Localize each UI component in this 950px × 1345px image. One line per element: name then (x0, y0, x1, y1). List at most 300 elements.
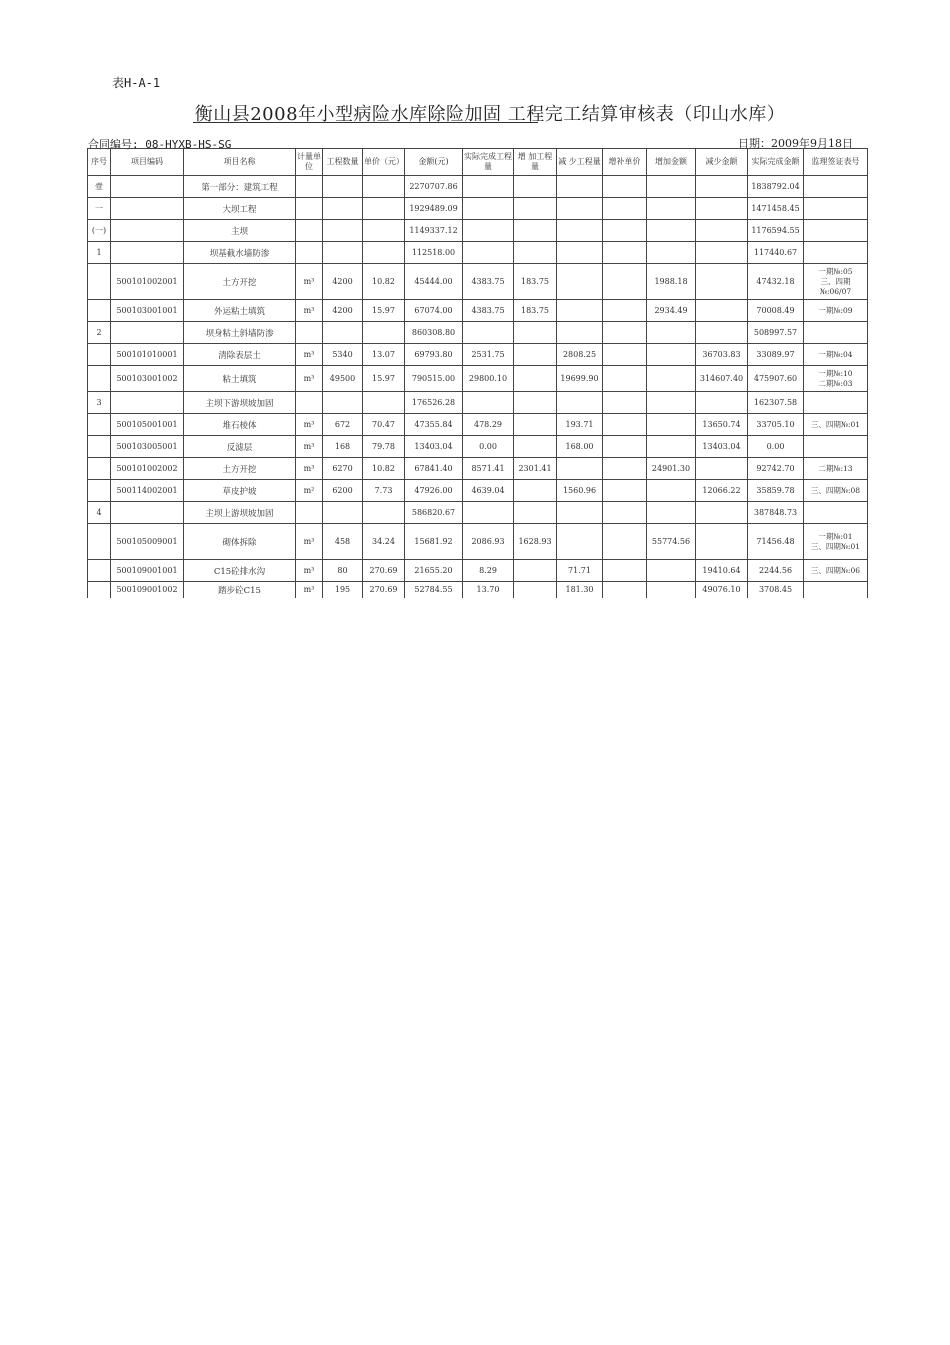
cell-price: 15.97 (363, 300, 405, 322)
cell-add-price (603, 264, 647, 300)
cell-no: 1 (88, 242, 111, 264)
cell-ref: 二期№:13 (804, 458, 868, 480)
cell-unit: m³ (296, 560, 323, 582)
cell-dec-amt: 49076.10 (696, 582, 748, 598)
cell-add-price (603, 458, 647, 480)
cell-add-price (603, 198, 647, 220)
cell-no (88, 436, 111, 458)
cell-ref: 三、四期№:08 (804, 480, 868, 502)
cell-unit: m³ (296, 458, 323, 480)
cell-amount: 176526.28 (405, 392, 463, 414)
cell-inc-amt (647, 502, 696, 524)
cell-no (88, 560, 111, 582)
cell-actual-qty: 8571.41 (463, 458, 514, 480)
cell-unit: m³ (296, 366, 323, 392)
cell-unit (296, 502, 323, 524)
cell-dec-amt (696, 392, 748, 414)
cell-code: 500103005001 (111, 436, 184, 458)
report-date: 日期：2009年9月18日 (738, 137, 853, 150)
cell-no (88, 414, 111, 436)
cell-actual-qty (463, 242, 514, 264)
cell-actual-amt: 33089.97 (748, 344, 804, 366)
cell-inc-amt (647, 436, 696, 458)
table-row (88, 436, 868, 458)
cell-dec-qty (557, 322, 603, 344)
cell-actual-amt: 35859.78 (748, 480, 804, 502)
cell-amount: 47355.84 (405, 414, 463, 436)
cell-amount: 45444.00 (405, 264, 463, 300)
cell-code (111, 392, 184, 414)
cell-inc-amt: 2934.49 (647, 300, 696, 322)
cell-dec-amt: 13650.74 (696, 414, 748, 436)
cell-inc-amt (647, 198, 696, 220)
cell-name: 大坝工程 (184, 198, 296, 220)
cell-actual-amt: 475907.60 (748, 366, 804, 392)
cell-ref (804, 582, 868, 598)
cell-code (111, 502, 184, 524)
cell-no: 2 (88, 322, 111, 344)
cell-inc-qty (514, 502, 557, 524)
header-cell: 金额(元) (405, 149, 463, 176)
cell-add-price (603, 414, 647, 436)
cell-ref: 一期№:04 (804, 344, 868, 366)
cell-dec-qty: 181.30 (557, 582, 603, 598)
cell-ref: 一期№:01 三、四期№:01 (804, 524, 868, 560)
cell-actual-qty: 0.00 (463, 436, 514, 458)
cell-actual-qty: 13.70 (463, 582, 514, 598)
cell-no (88, 300, 111, 322)
table-row (88, 176, 868, 198)
cell-no (88, 264, 111, 300)
cell-dec-qty (557, 458, 603, 480)
cell-no: 壹 (88, 176, 111, 198)
cell-dec-amt (696, 242, 748, 264)
cell-inc-amt (647, 480, 696, 502)
cell-qty: 195 (323, 582, 363, 598)
cell-dec-amt (696, 322, 748, 344)
cell-no (88, 524, 111, 560)
cell-actual-amt: 508997.57 (748, 322, 804, 344)
cell-price (363, 198, 405, 220)
table-row (88, 480, 868, 502)
table-row (88, 560, 868, 582)
cell-actual-qty: 8.29 (463, 560, 514, 582)
cell-amount: 586820.67 (405, 502, 463, 524)
cell-unit (296, 176, 323, 198)
cell-inc-qty (514, 392, 557, 414)
cell-inc-qty (514, 560, 557, 582)
cell-add-price (603, 220, 647, 242)
table-row (88, 344, 868, 366)
cell-actual-amt: 47432.18 (748, 264, 804, 300)
cell-inc-qty (514, 220, 557, 242)
header-cell: 增 加工程量 (514, 149, 557, 176)
table-row (88, 322, 868, 344)
cell-qty: 6270 (323, 458, 363, 480)
cell-ref (804, 198, 868, 220)
cell-add-price (603, 322, 647, 344)
cell-dec-qty (557, 176, 603, 198)
cell-qty: 458 (323, 524, 363, 560)
cell-actual-qty (463, 392, 514, 414)
cell-ref: 三、四期№:01 (804, 414, 868, 436)
cell-price: 10.82 (363, 458, 405, 480)
cell-unit: m³ (296, 436, 323, 458)
cell-dec-qty (557, 392, 603, 414)
cell-ref (804, 220, 868, 242)
cell-name: 主坝上游坝坡加固 (184, 502, 296, 524)
cell-inc-amt (647, 392, 696, 414)
cell-add-price (603, 436, 647, 458)
cell-name: 砌体拆除 (184, 524, 296, 560)
cell-actual-qty (463, 198, 514, 220)
cell-amount: 15681.92 (405, 524, 463, 560)
cell-add-price (603, 176, 647, 198)
cell-ref: 一期№:10 二期№:03 (804, 366, 868, 392)
cell-code (111, 242, 184, 264)
cell-unit: m² (296, 480, 323, 502)
cell-code: 500101002001 (111, 264, 184, 300)
cell-unit (296, 322, 323, 344)
cell-qty (323, 242, 363, 264)
table-row (88, 458, 868, 480)
title-underline (193, 122, 538, 123)
header-cell: 监理签证表号 (804, 149, 868, 176)
cell-amount: 860308.80 (405, 322, 463, 344)
cell-inc-amt: 55774.56 (647, 524, 696, 560)
cell-no (88, 582, 111, 598)
cell-dec-qty (557, 502, 603, 524)
cell-actual-qty: 4639.04 (463, 480, 514, 502)
cell-inc-qty (514, 242, 557, 264)
cell-code (111, 198, 184, 220)
cell-qty (323, 176, 363, 198)
cell-qty: 4200 (323, 300, 363, 322)
cell-no (88, 344, 111, 366)
header-cell: 实际完成金额 (748, 149, 804, 176)
cell-code (111, 176, 184, 198)
cell-dec-qty (557, 300, 603, 322)
cell-dec-amt: 314607.40 (696, 366, 748, 392)
cell-ref (804, 502, 868, 524)
cell-unit (296, 198, 323, 220)
cell-actual-amt: 2244.56 (748, 560, 804, 582)
cell-actual-qty (463, 502, 514, 524)
cell-name: C15砼排水沟 (184, 560, 296, 582)
table-row (88, 582, 868, 598)
cell-inc-qty (514, 176, 557, 198)
cell-amount: 21655.20 (405, 560, 463, 582)
header-cell: 项目名称 (184, 149, 296, 176)
cell-qty: 5340 (323, 344, 363, 366)
cell-inc-amt (647, 560, 696, 582)
cell-unit (296, 392, 323, 414)
cell-inc-qty (514, 198, 557, 220)
cell-qty: 80 (323, 560, 363, 582)
cell-inc-amt (647, 344, 696, 366)
cell-name: 土方开挖 (184, 458, 296, 480)
cell-dec-amt (696, 502, 748, 524)
cell-amount: 52784.55 (405, 582, 463, 598)
header-cell: 项目编码 (111, 149, 184, 176)
cell-qty: 672 (323, 414, 363, 436)
cell-actual-amt: 117440.67 (748, 242, 804, 264)
cell-code: 500114002001 (111, 480, 184, 502)
cell-add-price (603, 392, 647, 414)
cell-price (363, 502, 405, 524)
contract-number: 合同编号: 08-HYXB-HS-SG (88, 138, 232, 151)
cell-inc-qty: 183.75 (514, 300, 557, 322)
cell-dec-amt: 13403.04 (696, 436, 748, 458)
cell-price: 34.24 (363, 524, 405, 560)
cell-actual-qty: 4383.75 (463, 300, 514, 322)
cell-actual-amt: 0.00 (748, 436, 804, 458)
cell-price: 270.69 (363, 582, 405, 598)
cell-name: 第一部分：建筑工程 (184, 176, 296, 198)
cell-inc-qty: 2301.41 (514, 458, 557, 480)
cell-name: 坝身粘土斜墙防渗 (184, 322, 296, 344)
cell-actual-amt: 1471458.45 (748, 198, 804, 220)
cell-add-price (603, 524, 647, 560)
cell-dec-qty (557, 242, 603, 264)
cell-add-price (603, 300, 647, 322)
cell-actual-qty: 4383.75 (463, 264, 514, 300)
cell-no (88, 458, 111, 480)
cell-name: 外运粘土填筑 (184, 300, 296, 322)
cell-qty (323, 322, 363, 344)
cell-code: 500105001001 (111, 414, 184, 436)
cell-inc-amt (647, 414, 696, 436)
cell-qty: 6200 (323, 480, 363, 502)
cell-inc-qty (514, 344, 557, 366)
cell-actual-qty (463, 176, 514, 198)
cell-inc-amt (647, 220, 696, 242)
cell-unit: m³ (296, 344, 323, 366)
cell-dec-qty (557, 220, 603, 242)
cell-price: 70.47 (363, 414, 405, 436)
cell-actual-qty: 29800.10 (463, 366, 514, 392)
cell-dec-amt (696, 524, 748, 560)
cell-dec-amt (696, 300, 748, 322)
cell-name: 土方开挖 (184, 264, 296, 300)
cell-dec-amt (696, 220, 748, 242)
cell-code: 500109001002 (111, 582, 184, 598)
table-row (88, 220, 868, 242)
cell-dec-amt (696, 264, 748, 300)
cell-dec-amt (696, 176, 748, 198)
cell-ref (804, 436, 868, 458)
header-cell: 实际完成工程量 (463, 149, 514, 176)
cell-inc-qty (514, 322, 557, 344)
header-cell: 单价（元） (363, 149, 405, 176)
cell-code: 500101010001 (111, 344, 184, 366)
cell-dec-qty: 19699.90 (557, 366, 603, 392)
cell-name: 反滤层 (184, 436, 296, 458)
cell-dec-qty (557, 264, 603, 300)
cell-amount: 112518.00 (405, 242, 463, 264)
cell-unit: m³ (296, 264, 323, 300)
cell-name: 清除表层土 (184, 344, 296, 366)
cell-code: 500103001002 (111, 366, 184, 392)
cell-actual-qty (463, 322, 514, 344)
cell-dec-qty: 2808.25 (557, 344, 603, 366)
table-row (88, 366, 868, 392)
cell-unit: m³ (296, 414, 323, 436)
table-row (88, 198, 868, 220)
cell-code: 500105009001 (111, 524, 184, 560)
cell-inc-amt: 24901.30 (647, 458, 696, 480)
cell-price (363, 176, 405, 198)
cell-price (363, 242, 405, 264)
cell-code: 500101002002 (111, 458, 184, 480)
cell-ref (804, 322, 868, 344)
cell-name: 主坝 (184, 220, 296, 242)
cell-price: 79.78 (363, 436, 405, 458)
header-cell: 增加金额 (647, 149, 696, 176)
header-cell: 工程数量 (323, 149, 363, 176)
cell-actual-amt: 33705.10 (748, 414, 804, 436)
cell-actual-amt: 71456.48 (748, 524, 804, 560)
cell-amount: 47926.00 (405, 480, 463, 502)
table-row (88, 300, 868, 322)
cell-amount: 69793.80 (405, 344, 463, 366)
header-cell: 计量单位 (296, 149, 323, 176)
header-cell: 减 少工程量 (557, 149, 603, 176)
cell-dec-amt: 12066.22 (696, 480, 748, 502)
cell-inc-amt (647, 322, 696, 344)
cell-code: 500109001001 (111, 560, 184, 582)
table-row (88, 524, 868, 560)
cell-price (363, 220, 405, 242)
cell-unit: m³ (296, 524, 323, 560)
cell-actual-amt: 387848.73 (748, 502, 804, 524)
cell-actual-qty (463, 220, 514, 242)
header-cell: 减少金额 (696, 149, 748, 176)
cell-qty (323, 502, 363, 524)
cell-price: 7.73 (363, 480, 405, 502)
cell-dec-amt: 19410.64 (696, 560, 748, 582)
cell-no (88, 366, 111, 392)
cell-no: (一) (88, 220, 111, 242)
table-row (88, 242, 868, 264)
cell-inc-qty (514, 366, 557, 392)
cell-add-price (603, 366, 647, 392)
cell-amount: 67074.00 (405, 300, 463, 322)
cell-code: 500103001001 (111, 300, 184, 322)
cell-dec-amt: 36703.83 (696, 344, 748, 366)
cell-dec-qty: 71.71 (557, 560, 603, 582)
cell-unit: m³ (296, 300, 323, 322)
cell-name: 踏步砼C15 (184, 582, 296, 598)
cell-ref: 三、四期№:06 (804, 560, 868, 582)
cell-no: 4 (88, 502, 111, 524)
cell-name: 堆石棱体 (184, 414, 296, 436)
cell-add-price (603, 582, 647, 598)
cell-ref (804, 176, 868, 198)
header-cell: 增补单价 (603, 149, 647, 176)
cell-unit (296, 242, 323, 264)
form-code: 表H-A-1 (112, 76, 161, 90)
cell-inc-qty: 1628.93 (514, 524, 557, 560)
cell-inc-amt (647, 582, 696, 598)
table-row (88, 264, 868, 300)
table-header-row (88, 149, 868, 176)
cell-dec-qty: 168.00 (557, 436, 603, 458)
cell-name: 草皮护坡 (184, 480, 296, 502)
cell-ref (804, 242, 868, 264)
cell-ref (804, 392, 868, 414)
settlement-table (87, 148, 868, 598)
cell-amount: 790515.00 (405, 366, 463, 392)
cell-actual-amt: 1838792.04 (748, 176, 804, 198)
cell-inc-amt (647, 242, 696, 264)
cell-no: 一 (88, 198, 111, 220)
cell-inc-qty: 183.75 (514, 264, 557, 300)
cell-actual-qty: 2531.75 (463, 344, 514, 366)
cell-price (363, 322, 405, 344)
cell-qty: 49500 (323, 366, 363, 392)
page-title: 衡山县2008年小型病险水库除险加固 工程完工结算审核表（印山水库） (194, 104, 786, 125)
cell-add-price (603, 502, 647, 524)
cell-dec-qty (557, 524, 603, 560)
cell-actual-qty: 478.29 (463, 414, 514, 436)
table-row (88, 392, 868, 414)
cell-add-price (603, 344, 647, 366)
cell-actual-amt: 1176594.55 (748, 220, 804, 242)
cell-inc-amt (647, 176, 696, 198)
cell-code (111, 220, 184, 242)
cell-inc-amt: 1988.18 (647, 264, 696, 300)
cell-code (111, 322, 184, 344)
table-row (88, 502, 868, 524)
cell-qty: 168 (323, 436, 363, 458)
cell-qty (323, 198, 363, 220)
cell-name: 主坝下游坝坡加固 (184, 392, 296, 414)
cell-price: 15.97 (363, 366, 405, 392)
cell-inc-qty (514, 414, 557, 436)
cell-price: 270.69 (363, 560, 405, 582)
cell-price: 10.82 (363, 264, 405, 300)
cell-qty (323, 220, 363, 242)
cell-name: 坝基截水墙防渗 (184, 242, 296, 264)
cell-qty: 4200 (323, 264, 363, 300)
cell-actual-amt: 3708.45 (748, 582, 804, 598)
cell-inc-qty (514, 582, 557, 598)
cell-actual-qty: 2086.93 (463, 524, 514, 560)
cell-no: 3 (88, 392, 111, 414)
cell-dec-qty: 1560.96 (557, 480, 603, 502)
cell-actual-amt: 92742.70 (748, 458, 804, 480)
cell-inc-qty (514, 480, 557, 502)
cell-add-price (603, 242, 647, 264)
cell-qty (323, 392, 363, 414)
cell-ref: 一期№:05 三、四期 №:06/07 (804, 264, 868, 300)
cell-price (363, 392, 405, 414)
cell-actual-amt: 70008.49 (748, 300, 804, 322)
cell-amount: 13403.04 (405, 436, 463, 458)
cell-unit: m³ (296, 582, 323, 598)
cell-dec-amt (696, 198, 748, 220)
cell-dec-qty: 193.71 (557, 414, 603, 436)
cell-dec-qty (557, 198, 603, 220)
cell-inc-amt (647, 366, 696, 392)
cell-no (88, 480, 111, 502)
cell-name: 粘土填筑 (184, 366, 296, 392)
cell-amount: 67841.40 (405, 458, 463, 480)
header-cell: 序号 (88, 149, 111, 176)
cell-amount: 2270707.86 (405, 176, 463, 198)
cell-actual-amt: 162307.58 (748, 392, 804, 414)
